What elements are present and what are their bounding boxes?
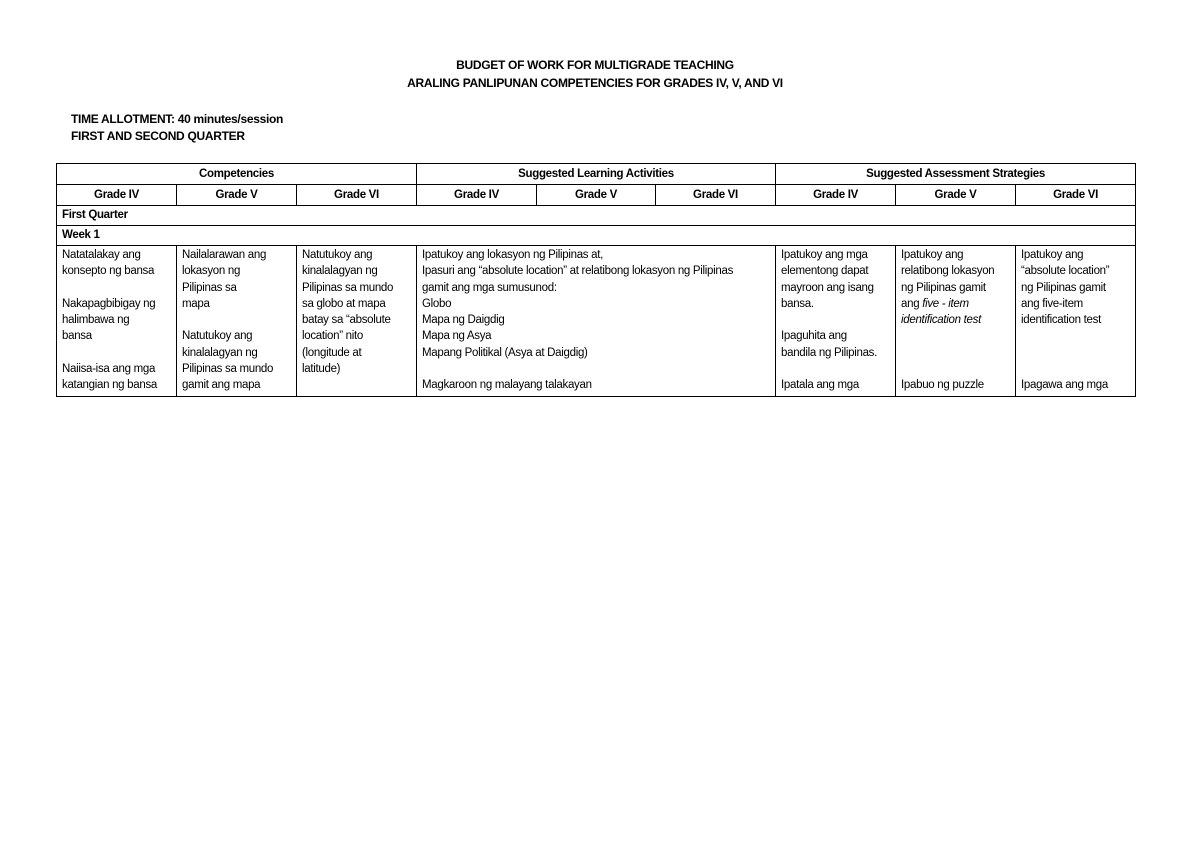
header-learning-activities: Suggested Learning Activities — [417, 164, 776, 185]
grade-header: Grade IV — [57, 185, 177, 206]
time-allotment: TIME ALLOTMENT: 40 minutes/session — [71, 112, 284, 126]
cell-line: bandila ng Pilipinas. — [781, 346, 878, 359]
cell-line: Ipaguhita ang — [781, 330, 847, 343]
cell-line: Ipatala ang mga — [781, 379, 859, 392]
cell-line: Ipagawa ang mga — [1021, 379, 1108, 392]
cell-line: ng Pilipinas gamit — [901, 281, 986, 294]
cell-text: ang — [901, 297, 923, 310]
cell-line: Ipabuo ng puzzle — [901, 379, 984, 392]
cell-line: Ipatukoy ang mga — [781, 249, 868, 261]
cell-line: relatibong lokasyon — [901, 265, 995, 278]
cell-line: mapa — [182, 297, 210, 310]
cell-line: Ipatukoy ang — [1021, 249, 1084, 261]
cell-line: identification test — [1021, 314, 1101, 327]
cell-line: Nakapagbibigay ng — [62, 297, 156, 310]
grade-header: Grade V — [177, 185, 297, 206]
cell-line: gamit ang mga sumusunod: — [422, 281, 557, 294]
cell-line: “absolute location” — [1021, 265, 1110, 278]
cell-line: Natutukoy ang — [182, 330, 253, 343]
quarter-label: FIRST AND SECOND QUARTER — [71, 129, 245, 143]
assessment-grade-4 — [776, 246, 896, 397]
grade-header: Grade VI — [656, 185, 776, 206]
cell-line: location” nito — [302, 330, 364, 343]
grade-header: Grade VI — [297, 185, 417, 206]
cell-line: Mapang Politikal (Asya at Daigdig) — [422, 346, 588, 359]
cell-line: Ipatukoy ang lokasyon ng Pilipinas at, — [422, 249, 604, 261]
cell-line: Pilipinas sa mundo — [182, 363, 274, 376]
cell-line: identification test — [901, 314, 981, 327]
italic-text: five - item — [922, 297, 969, 310]
header-competencies: Competencies — [57, 164, 417, 185]
cell-line: Natutukoy ang — [302, 249, 373, 261]
assessment-grade-6 — [1016, 246, 1136, 397]
cell-line: Natatalakay ang — [62, 249, 141, 261]
cell-line: Pilipinas sa mundo — [302, 281, 394, 294]
cell-line: konsepto ng bansa — [62, 265, 155, 278]
cell-line: Ipatukoy ang — [901, 249, 964, 261]
learning-activities — [417, 246, 776, 397]
cell-line: mayroon ang isang — [781, 281, 874, 294]
cell-line: Ipasuri ang “absolute location” at relatibong lokasyon ng Pilipinas — [422, 265, 734, 278]
grade-header: Grade V — [537, 185, 656, 206]
cell-line: Naiisa-isa ang mga — [62, 363, 156, 376]
cell-line: gamit ang mapa — [182, 379, 261, 392]
cell-line: sa globo at mapa — [302, 297, 386, 310]
grade-header: Grade IV — [776, 185, 896, 206]
cell-line: Globo — [422, 297, 452, 310]
cell-line: Nailalarawan ang — [182, 249, 267, 261]
cell-line: ang five-item — [1021, 297, 1083, 310]
cell-line — [901, 296, 1010, 312]
cell-line: bansa. — [781, 297, 814, 310]
cell-line: batay sa “absolute — [302, 314, 391, 327]
cell-line: elementong dapat — [781, 265, 869, 278]
cell-line: Mapa ng Asya — [422, 330, 492, 343]
cell-line: (longitude at — [302, 346, 362, 359]
cell-line: kinalalagyan ng — [182, 346, 258, 359]
cell-line: latitude) — [302, 363, 341, 376]
section-week-1: Week 1 — [57, 226, 1136, 246]
competency-grade-5 — [177, 246, 297, 397]
cell-line: Mapa ng Daigdig — [422, 314, 505, 327]
grade-header: Grade VI — [1016, 185, 1136, 206]
cell-line: kinalalagyan ng — [302, 265, 378, 278]
competency-grade-4 — [57, 246, 177, 397]
cell-line: halimbawa ng — [62, 314, 130, 327]
cell-line: bansa — [62, 330, 92, 343]
competency-grade-6 — [297, 246, 417, 397]
grade-header: Grade V — [896, 185, 1016, 206]
cell-line: lokasyon ng — [182, 265, 241, 278]
cell-line: katangian ng bansa — [62, 379, 157, 392]
cell-line: ng Pilipinas gamit — [1021, 281, 1106, 294]
cell-line: Pilipinas sa — [182, 281, 237, 294]
assessment-grade-5 — [896, 246, 1016, 397]
document-title: BUDGET OF WORK FOR MULTIGRADE TEACHING — [456, 58, 734, 72]
grade-header: Grade IV — [417, 185, 537, 206]
document-subtitle: ARALING PANLIPUNAN COMPETENCIES FOR GRADES IV, V, AND VI — [407, 76, 783, 90]
budget-of-work-table — [56, 163, 1136, 397]
cell-line: Magkaroon ng malayang talakayan — [422, 379, 592, 392]
section-first-quarter: First Quarter — [57, 206, 1136, 226]
header-assessment-strategies: Suggested Assessment Strategies — [776, 164, 1136, 185]
